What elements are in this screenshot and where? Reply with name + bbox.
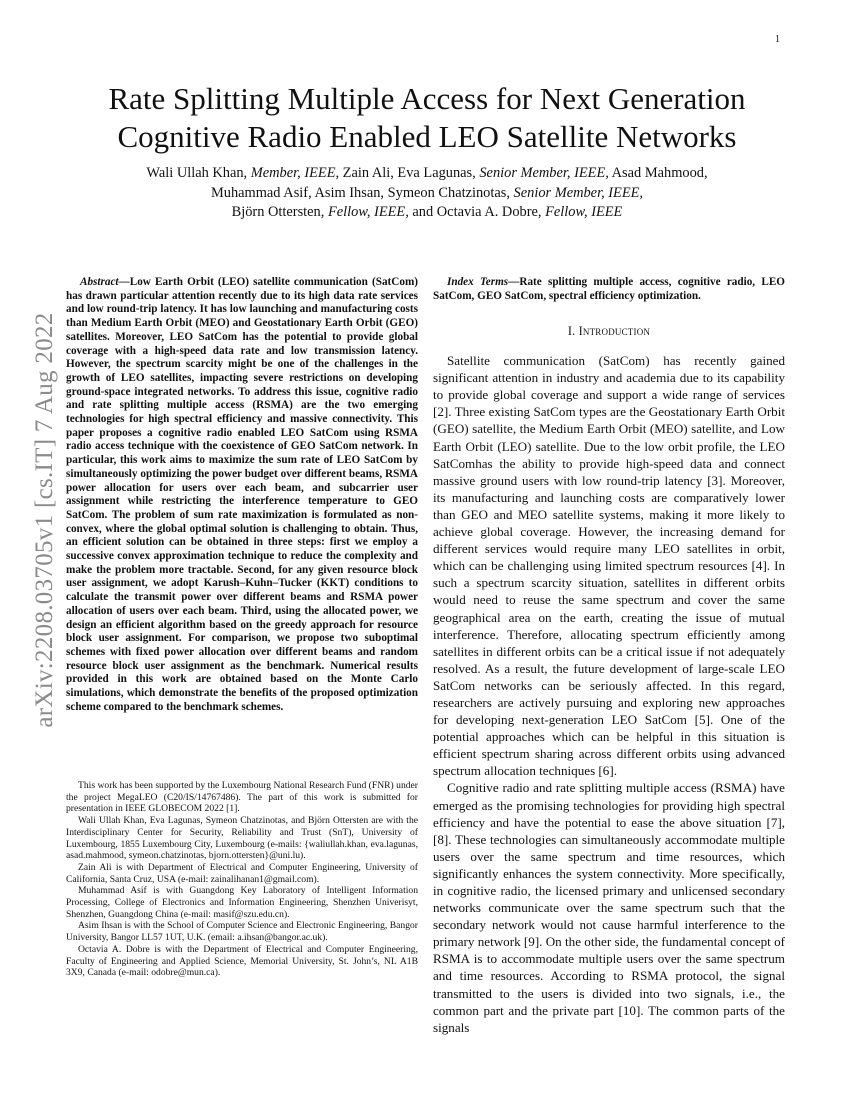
section-heading	[433, 325, 785, 339]
section-numeral: I.	[567, 324, 576, 339]
author-text: Muhammad Asif, Asim Ihsan, Symeon Chatzinotas,	[210, 184, 514, 201]
author-role: Fellow, IEEE,	[327, 204, 409, 220]
footnote: Muhammad Asif is with Guangdong Key Laboratory of Intelligent Information Processing, College of Electronics and Information Engineering, Shenzhen Univerisyt, Shenzhen, Guangdong China (e-mail: masif@szu.edu.cn).	[66, 885, 418, 920]
title-line-2: Cognitive Radio Enabled LEO Satellite Networks	[117, 119, 737, 154]
author-text: Björn Ottersten,	[231, 204, 328, 220]
title-line-1: Rate Splitting Multiple Access for Next Generation	[108, 81, 746, 116]
author-role: Member, IEEE,	[250, 165, 340, 181]
footnote: Zain Ali is with Department of Electrical and Computer Engineering, University of California, Santa Cruz, USA (e-mail: zainalihanan1@gmail.com).	[66, 861, 418, 885]
arxiv-identifier: arXiv:2208.03705v1 [cs.IT] 7 Aug 2022	[31, 312, 58, 728]
intro-paragraph: Satellite communication (SatCom) has recently gained significant attention in industry and academia due to its capability to provide global coverage and support a wide range of services [2]. Three existing SatCom types are the Geostationary Earth Orbit (GEO) satellite, the Medium Earth Orbit (MEO) satellite, and Low Earth Orbit (LEO) satellite. Due to the low orbit profile, the LEO SatComhas the ability to provide high-speed data and connect massive ground users with low round-trip latency [3]. Moreover, its manufacturing and launching costs are comparatively lower than GEO and MEO satellite systems, making it more likely to achieve global coverage. However, the increasing demand for different services would require many LEO satellites in orbit, which can be challenging using limited spectrum resources [4]. In such a spectrum scarcity situation, satellites in different orbits would need to reuse the same spectrum and cover the same geographical area on the earth, creating the issue of mutual interference. Therefore, allocating spectrum efficiently among satellites in different orbits can be a critical issue if not adequately resolved. As a result, the future development of large-scale LEO SatCom networks can be seriously affected. In this regard, researchers are actively pursuing and exploring new approaches for developing next-generation LEO SatCom [5]. One of the potential approaches which can be helpful in this situation is efficient spectrum sharing across different orbits using advanced spectrum allocation techniques [6].	[433, 353, 785, 779]
author-text: and Octavia A. Dobre,	[408, 204, 546, 220]
footnote: This work has been supported by the Luxembourg National Research Fund (FNR) under the project MegaLEO (C20/IS/14767486). The part of this work is submitted for presentation in IEEE GLOBECOM 2022 [1].	[66, 780, 418, 815]
section-title: Introduction	[578, 324, 651, 339]
footnote: Octavia A. Dobre is with the Department of Electrical and Computer Engineering, Faculty of Engineering and Applied Science, Memorial University, St. John’s, NL A1B 3X9, Canada (e-mail: odobre@mun.ca).	[66, 943, 418, 979]
author-text: Wali Ullah Khan,	[146, 165, 251, 181]
paper-title	[60, 80, 794, 156]
author-role: Senior Member, IEEE,	[513, 184, 644, 201]
author-text: Asad Mahmood,	[608, 165, 708, 181]
author-list	[80, 164, 774, 223]
abstract-label: Abstract	[80, 276, 119, 288]
footnote: Wali Ullah Khan, Eva Lagunas, Symeon Chatzinotas, and Björn Ottersten are with the Interdisciplinary Center for Security, Reliability and Trust (SnT), University of Luxembourg, 1855 Luxembourg City, Luxembourg (e-mails: {waliullah.khan, eva.lagunas, asad.mahmood, symeon.chatzinotas, bjorn.ottersten}@uni.lu).	[66, 815, 418, 862]
footnote: Asim Ihsan is with the School of Computer Science and Electronic Engineering, Bangor University, Bangor LL57 1UT, U.K. (email: a.ihsan@bangor.ac.uk).	[66, 920, 418, 944]
left-column	[66, 276, 418, 715]
author-text: Zain Ali, Eva Lagunas,	[339, 165, 480, 181]
footnotes	[66, 780, 418, 979]
intro-paragraph: Cognitive radio and rate splitting multiple access (RSMA) have emerged as the promising technologies for providing high spectral efficiency and have the potential to ease the above situation [7], [8]. These technologies can simultaneously accommodate multiple users over the same spectrum and time resources, which significantly enhances the system connectivity. More specifically, in cognitive radio, the licensed primary and unlicensed secondary networks communicate over the same spectrum such that the secondary network would not cause harmful interference to the primary network [9]. On the other side, the fundamental concept of RSMA is to accommodate multiple users over the same spectrum and time resources. According to RSMA protocol, the signal transmitted to the users is divided into two signals, i.e., the common part and the private part [10]. The common parts of the signals	[433, 780, 785, 1035]
index-terms	[433, 276, 785, 303]
index-terms-text: —Rate splitting multiple access, cognitive radio, LEO SatCom, GEO SatCom, spectral efficiency optimization.	[433, 276, 785, 302]
page-number: 1	[775, 34, 780, 45]
index-terms-label: Index Terms	[447, 276, 509, 288]
abstract-text: —Low Earth Orbit (LEO) satellite communication (SatCom) has drawn particular attention recently due to its high data rate services and low round-trip latency. It has low launching and manufacturing costs than Medium Earth Orbit (MEO) and Geostationary Earth Orbit (GEO) satellites. Moreover, LEO SatCom has the potential to provide global coverage with a high-speed data rate and low transmission latency. However, the spectrum scarcity might be one of the challenges in the growth of LEO satellites, impacting severe restrictions on developing ground-space integrated networks. To address this issue, cognitive radio and rate splitting multiple access (RSMA) are the two emerging technologies for high spectral efficiency and massive connectivity. This paper proposes a cognitive radio enabled LEO SatCom using RSMA radio access technique with the coexistence of GEO SatCom network. In particular, this work aims to maximize the sum rate of LEO SatCom by simultaneously optimizing the power budget over different beams, RSMA power allocation for users over each beam, and subcarrier user assignment while restricting the interference temperature to GEO SatCom. The problem of sum rate maximization is formulated as non-convex, where the global optimal solution is challenging to obtain. Thus, an efficient solution can be obtained in three steps: first we employ a successive convex approximation technique to reduce the complexity and make the problem more tractable. Second, for any given resource block user assignment, we adopt Karush–Kuhn–Tucker (KKT) conditions to calculate the transmit power over different beams and RSMA power allocation of users over each beam. Third, using the allocated power, we design an efficient algorithm based on the greedy approach for resource block user assignment. For comparison, we propose two suboptimal schemes with fixed power allocation over different beams and random resource block user assignment as the benchmark. Numerical results provided in this work are obtained based on the Monte Carlo simulations, which demonstrate the benefits of the proposed optimization scheme compared to the benchmark schemes.	[66, 276, 418, 713]
right-column	[433, 276, 785, 1036]
author-role: Senior Member, IEEE,	[479, 165, 609, 181]
author-role: Fellow, IEEE	[545, 204, 623, 220]
abstract	[66, 276, 418, 715]
